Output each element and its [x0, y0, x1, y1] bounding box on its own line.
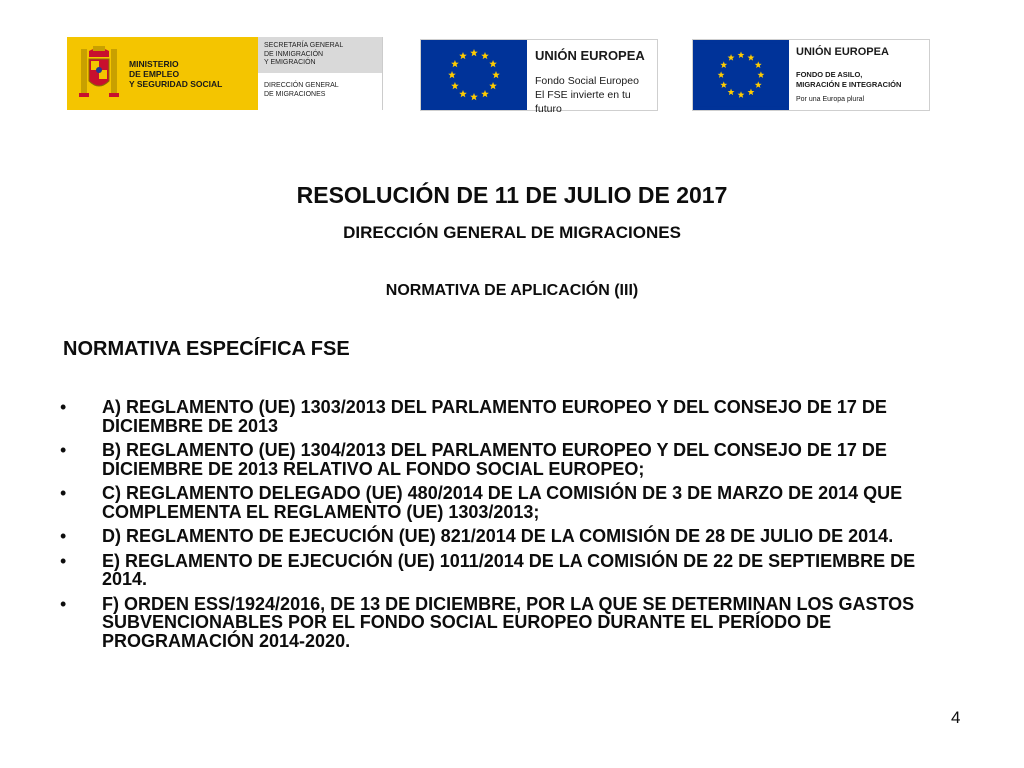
section-heading: NORMATIVA ESPECÍFICA FSE	[63, 338, 350, 360]
page-title: RESOLUCIÓN DE 11 DE JULIO DE 2017	[296, 182, 728, 208]
eu-flag-icon	[693, 40, 789, 110]
eu-fami-title: UNIÓN EUROPEA	[796, 46, 889, 58]
list-item	[60, 595, 950, 651]
secretaria-logo	[258, 37, 383, 110]
logo-header	[0, 35, 1024, 113]
eu-fami-subtitle: FONDO DE ASILO, MIGRACIÓN E INTEGRACIÓN	[796, 70, 902, 89]
list-item-text: B) REGLAMENTO (UE) 1304/2013 DEL PARLAMENTO EUROPEO Y DEL CONSEJO DE 17 DE DICIEMBRE DE 2013 RELATIVO AL FONDO SOCIAL EUROPEO;	[102, 440, 887, 479]
regulation-list	[60, 398, 950, 656]
list-item-text: D) REGLAMENTO DE EJECUCIÓN (UE) 821/2014 DE LA COMISIÓN DE 28 DE JULIO DE 2014.	[102, 526, 894, 546]
list-item	[60, 484, 950, 521]
list-item-text: A) REGLAMENTO (UE) 1303/2013 DEL PARLAMENTO EUROPEO Y DEL CONSEJO DE 17 DE DICIEMBRE DE 2013	[102, 397, 887, 436]
section-subtitle: NORMATIVA DE APLICACIÓN (III)	[385, 282, 639, 299]
eu-fse-title: UNIÓN EUROPEA	[535, 48, 645, 63]
page-number: 4	[951, 708, 961, 727]
eu-fse-subtitle: Fondo Social Europeo El FSE invierte en tu futuro	[535, 75, 639, 115]
bullet-icon: •	[60, 526, 67, 546]
secretaria-text: SECRETARÍA GENERAL DE INMIGRACIÓN Y EMIGRACIÓN	[264, 42, 344, 66]
eu-fami-logo	[692, 39, 930, 111]
bullet-icon: •	[60, 397, 67, 417]
bullet-icon: •	[60, 440, 67, 460]
list-item	[60, 398, 950, 435]
ministerio-text: MINISTERIO DE EMPLEO Y SEGURIDAD SOCIAL	[129, 59, 223, 89]
ministerio-logo	[67, 37, 258, 110]
bullet-icon: •	[60, 483, 67, 503]
direccion-text: DIRECCIÓN GENERAL DE MIGRACIONES	[264, 82, 339, 98]
list-item-text: C) REGLAMENTO DELEGADO (UE) 480/2014 DE LA COMISIÓN DE 3 DE MARZO DE 2014 QUE COMPLEMENTA EL REGLAMENTO (UE) 1303/2013;	[102, 483, 903, 522]
eu-flag-icon	[421, 40, 527, 110]
bullet-icon: •	[60, 550, 67, 571]
list-item	[60, 441, 950, 478]
coat-of-arms-icon	[75, 43, 123, 103]
page-subtitle: DIRECCIÓN GENERAL DE MIGRACIONES	[343, 223, 681, 242]
eu-fse-logo	[420, 39, 658, 115]
list-item	[60, 527, 950, 546]
bullet-icon: •	[60, 593, 67, 614]
list-item-text: E) REGLAMENTO DE EJECUCIÓN (UE) 1011/2014 DE LA COMISIÓN DE 22 DE SEPTIEMBRE DE 2014.	[102, 550, 916, 589]
list-item	[60, 552, 950, 589]
list-item-text: F) ORDEN ESS/1924/2016, DE 13 DE DICIEMBRE, POR LA QUE SE DETERMINAN LOS GASTOS SUBVENCIONABLES POR EL FONDO SOCIAL EUROPEO DURANTE EL PERÍODO DE PROGRAMACIÓN 2014-2020.	[102, 593, 915, 651]
eu-fami-tagline: Por una Europa plural	[796, 96, 865, 103]
